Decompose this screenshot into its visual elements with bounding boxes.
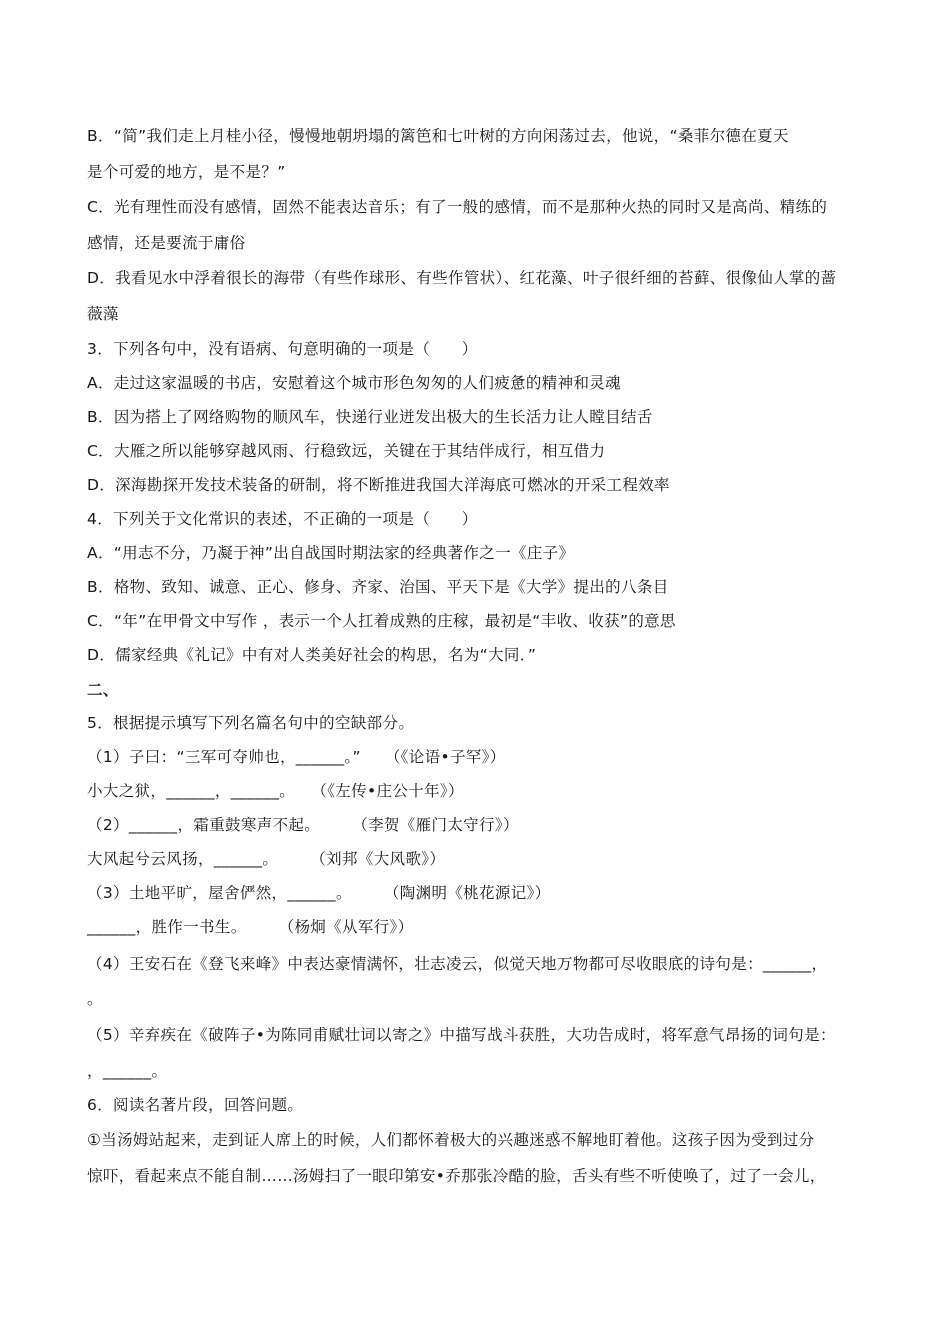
section-heading-2: 二、	[87, 681, 119, 699]
option-b-line-2: 是个可爱的地方，是不是？”	[87, 163, 286, 181]
question-3-option-b: B．因为搭上了网络购物的顺风车，快递行业迸发出极大的生长活力让人瞠目结舌	[87, 408, 653, 426]
question-6-stem: 6．阅读名著片段，回答问题。	[87, 1096, 304, 1114]
passage-line-1: ①当汤姆站起来，走到证人席上的时候，人们都怀着极大的兴趣迷惑不解地盯着他。这孩子因为受到过分	[87, 1131, 815, 1149]
question-5-item-3b: ______，胜作一书生。 （杨炯《从军行》）	[87, 918, 414, 936]
question-3-option-d: D．深海勘探开发技术装备的研制，将不断推进我国大洋海底可燃冰的开采工程效率	[87, 476, 670, 494]
option-d-line-2: 薇藻	[87, 305, 119, 323]
question-5-item-3a: （3）土地平旷，屋舍俨然，______。 （陶渊明《桃花源记》）	[87, 884, 551, 902]
question-5-stem: 5．根据提示填写下列名篇名句中的空缺部分。	[87, 714, 415, 732]
passage-line-2: 惊吓，看起来点不能自制……汤姆扫了一眼印第安•乔那张冷酷的脸，舌头有些不听使唤了，过了一会儿，	[87, 1167, 826, 1185]
question-5-item-1b: 小大之狱，______，______。 （《左传•庄公十年》）	[87, 782, 464, 800]
question-3-stem: 3．下列各句中，没有语病、句意明确的一项是（ ）	[87, 340, 478, 358]
question-3-option-a: A．走过这家温暖的书店，安慰着这个城市形色匆匆的人们疲惫的精神和灵魂	[87, 374, 622, 392]
question-3-option-c: C．大雁之所以能够穿越风雨、行稳致远，关键在于其结伴成行，相互借力	[87, 442, 606, 460]
question-5-item-1a: （1）子曰：“三军可夺帅也，______。” （《论语•子罕》）	[87, 748, 506, 766]
question-5-item-2a: （2）______，霜重鼓寒声不起。 （李贺《雁门太守行》）	[87, 816, 519, 834]
question-5-item-4b: 。	[87, 990, 103, 1008]
option-c-line-1: C．光有理性而没有感情，固然不能表达音乐；有了一般的感情，而不是那种火热的同时又是高尚、精练的	[87, 198, 828, 216]
question-4-option-a: A．“用志不分，乃凝于神”出自战国时期法家的经典著作之一《庄子》	[87, 544, 575, 562]
question-4-option-d: D．儒家经典《礼记》中有对人类美好社会的构思，名为“大同．”	[87, 646, 537, 664]
question-4-option-b: B．格物、致知、诚意、正心、修身、齐家、治国、平天下是《大学》提出的八条目	[87, 578, 669, 596]
question-4-stem: 4．下列关于文化常识的表述，不正确的一项是（ ）	[87, 510, 478, 528]
option-c-line-2: 感情，还是要流于庸俗	[87, 234, 246, 252]
option-d-line-1: D．我看见水中浮着很长的海带（有些作球形、有些作管状）、红花藻、叶子很纤细的苔藓、很像仙人掌的蔷	[87, 269, 837, 287]
question-5-item-5b: ，______。	[87, 1062, 168, 1080]
question-5-item-4a: （4）王安石在《登飞来峰》中表达豪情满怀，壮志凌云，似觉天地万物都可尽收眼底的诗句是：______，	[87, 955, 828, 973]
question-5-item-2b: 大风起兮云风扬，______。 （刘邦《大风歌》）	[87, 850, 446, 868]
question-5-item-5a: （5）辛弃疾在《破阵子•为陈同甫赋壮词以寄之》中描写战斗获胜，大功告成时，将军意气昂扬的词句是：	[87, 1026, 836, 1044]
question-4-option-c: C．“年”在甲骨文中写作 ，表示一个人扛着成熟的庄稼，最初是“丰收、收获”的意思	[87, 612, 676, 630]
option-b-line-1: B．“简”我们走上月桂小径，慢慢地朝坍塌的篱笆和七叶树的方向闲荡过去，他说，“桑菲尔德在夏天	[87, 127, 789, 145]
